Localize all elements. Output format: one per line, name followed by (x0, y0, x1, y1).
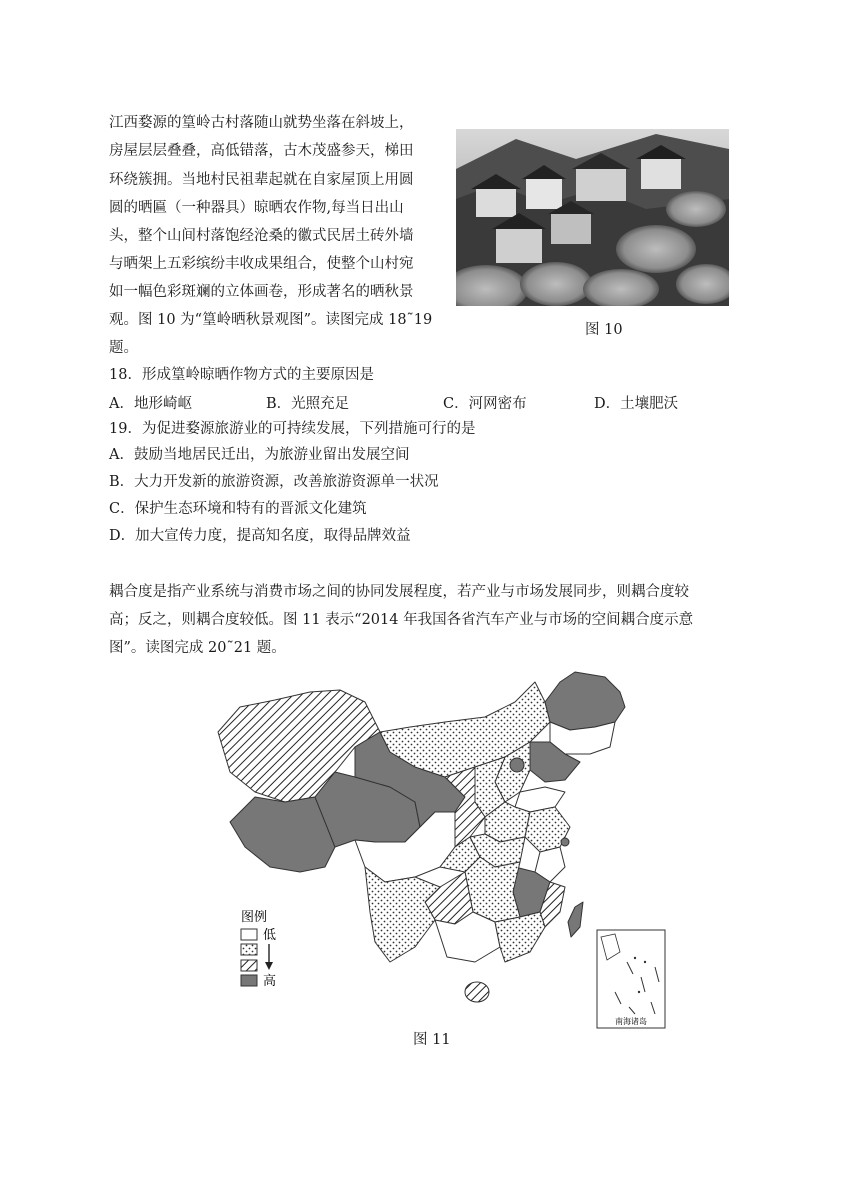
q19-option-d: D．加大宣传力度，提高知名度，取得品牌效益 (109, 528, 411, 544)
figure-10-caption: 图 10 (585, 322, 623, 338)
south-china-sea-inset (597, 930, 665, 1028)
inset-label: 南海诸岛 (615, 1017, 647, 1026)
region-shanghai (561, 838, 569, 846)
map-legend (241, 910, 276, 989)
passage-1-line: 圆的晒匾（一种器具）晾晒农作物,每当日出山 (109, 200, 404, 216)
china-coupling-map (215, 662, 667, 1030)
passage-2-line: 耦合度是指产业系统与消费市场之间的协同发展程度，若产业与市场发展同步，则耦合度较 (109, 584, 689, 600)
passage-1-line: 如一幅色彩斑斓的立体画卷，形成著名的晒秋景 (109, 284, 414, 300)
arrow-down-icon (265, 962, 273, 970)
region-yunnan (365, 867, 440, 962)
legend-low-label: 低 (263, 928, 277, 943)
region-heilongjiang (545, 672, 625, 730)
passage-1-line: 与晒架上五彩缤纷丰收成果组合，使整个山村宛 (109, 256, 414, 272)
question-18-stem: 18．形成篁岭晾晒作物方式的主要原因是 (109, 367, 374, 383)
question-19-stem: 19．为促进婺源旅游业的可持续发展，下列措施可行的是 (109, 421, 476, 437)
region-shandong (515, 787, 565, 812)
passage-1-line: 环绕簇拥。当地村民祖辈起就在自家屋顶上用圆 (109, 172, 414, 188)
q19-option-a: A．鼓励当地居民迁出，为旅游业留出发展空间 (109, 447, 410, 463)
passage-1-line: 江西婺源的篁岭古村落随山就势坐落在斜坡上， (109, 115, 414, 131)
region-beijing (510, 758, 524, 772)
q18-option-c: C．河网密布 (443, 396, 527, 412)
passage-2-line: 高；反之，则耦合度较低。图 11 表示“2014 年我国各省汽车产业与市场的空间耦合度示意 (109, 612, 694, 628)
q19-option-c: C．保护生态环境和特有的晋派文化建筑 (109, 501, 367, 517)
village-photo (456, 129, 729, 306)
q18-option-b: B．光照充足 (266, 396, 350, 412)
passage-2-line: 图”。读图完成 20˜21 题。 (109, 640, 286, 656)
region-taiwan (568, 902, 583, 937)
region-hainan (465, 982, 489, 1002)
passage-1-line: 头，整个山间村落饱经沧桑的徽式民居土砖外墙 (109, 228, 414, 244)
passage-1-line: 观。图 10 为“篁岭晒秋景观图”。读图完成 18˜19 (109, 312, 433, 328)
legend-dots-swatch (241, 944, 257, 955)
passage-1-line: 房屋层层叠叠，高低错落，古木茂盛参天，梯田 (109, 143, 414, 159)
passage-1-line: 题。 (109, 340, 138, 356)
legend-hatch-swatch (241, 960, 257, 971)
legend-low-swatch (241, 929, 257, 940)
legend-high-label: 高 (263, 974, 277, 989)
q18-option-d: D．土壤肥沃 (594, 396, 679, 412)
q19-option-b: B．大力开发新的旅游资源，改善旅游资源单一状况 (109, 474, 439, 490)
legend-high-swatch (241, 975, 257, 986)
figure-11-caption: 图 11 (413, 1032, 451, 1048)
legend-title: 图例 (241, 910, 268, 925)
q18-option-a: A．地形崎岖 (109, 396, 192, 412)
